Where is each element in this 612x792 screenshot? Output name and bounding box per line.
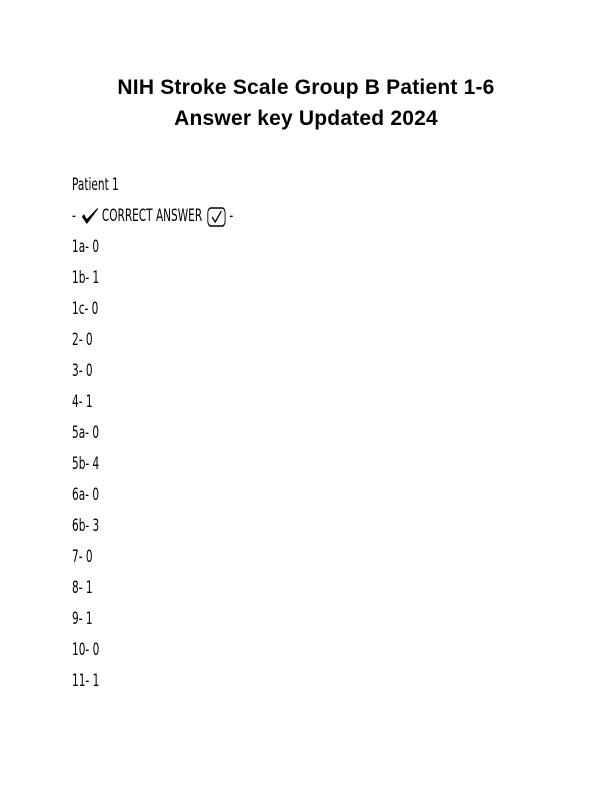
correct-answer-marker xyxy=(72,201,363,232)
answer-prefix: - xyxy=(72,206,76,226)
score-line: 1b- 1 xyxy=(72,268,100,288)
score-line: 10- 0 xyxy=(72,640,100,660)
title-line-1: NIH Stroke Scale Group B Patient 1-6 xyxy=(117,76,495,99)
checkbox-check-icon xyxy=(207,207,226,227)
score-line: 11- 1 xyxy=(72,671,100,691)
score-line: 6a- 0 xyxy=(72,485,100,505)
score-line: 8- 1 xyxy=(72,578,93,598)
score-line: 4- 1 xyxy=(72,392,93,412)
score-line: 1a- 0 xyxy=(72,237,100,257)
heavy-check-mark-icon xyxy=(81,208,100,226)
score-line: 6b- 3 xyxy=(72,516,100,536)
patient-heading: Patient 1 xyxy=(72,175,119,195)
score-line: 9- 1 xyxy=(72,609,93,629)
answer-label: CORRECT ANSWER xyxy=(101,206,203,226)
score-line: 1c- 0 xyxy=(72,299,99,319)
answer-suffix: - xyxy=(229,206,234,226)
score-line: 3- 0 xyxy=(72,361,93,381)
document-title xyxy=(0,72,612,134)
answer-key-body xyxy=(72,170,363,697)
score-line: 7- 0 xyxy=(72,547,93,567)
title-line-2: Answer key Updated 2024 xyxy=(174,107,438,130)
score-line: 2- 0 xyxy=(72,330,93,350)
score-line: 5b- 4 xyxy=(72,454,100,474)
score-line: 5a- 0 xyxy=(72,423,100,443)
